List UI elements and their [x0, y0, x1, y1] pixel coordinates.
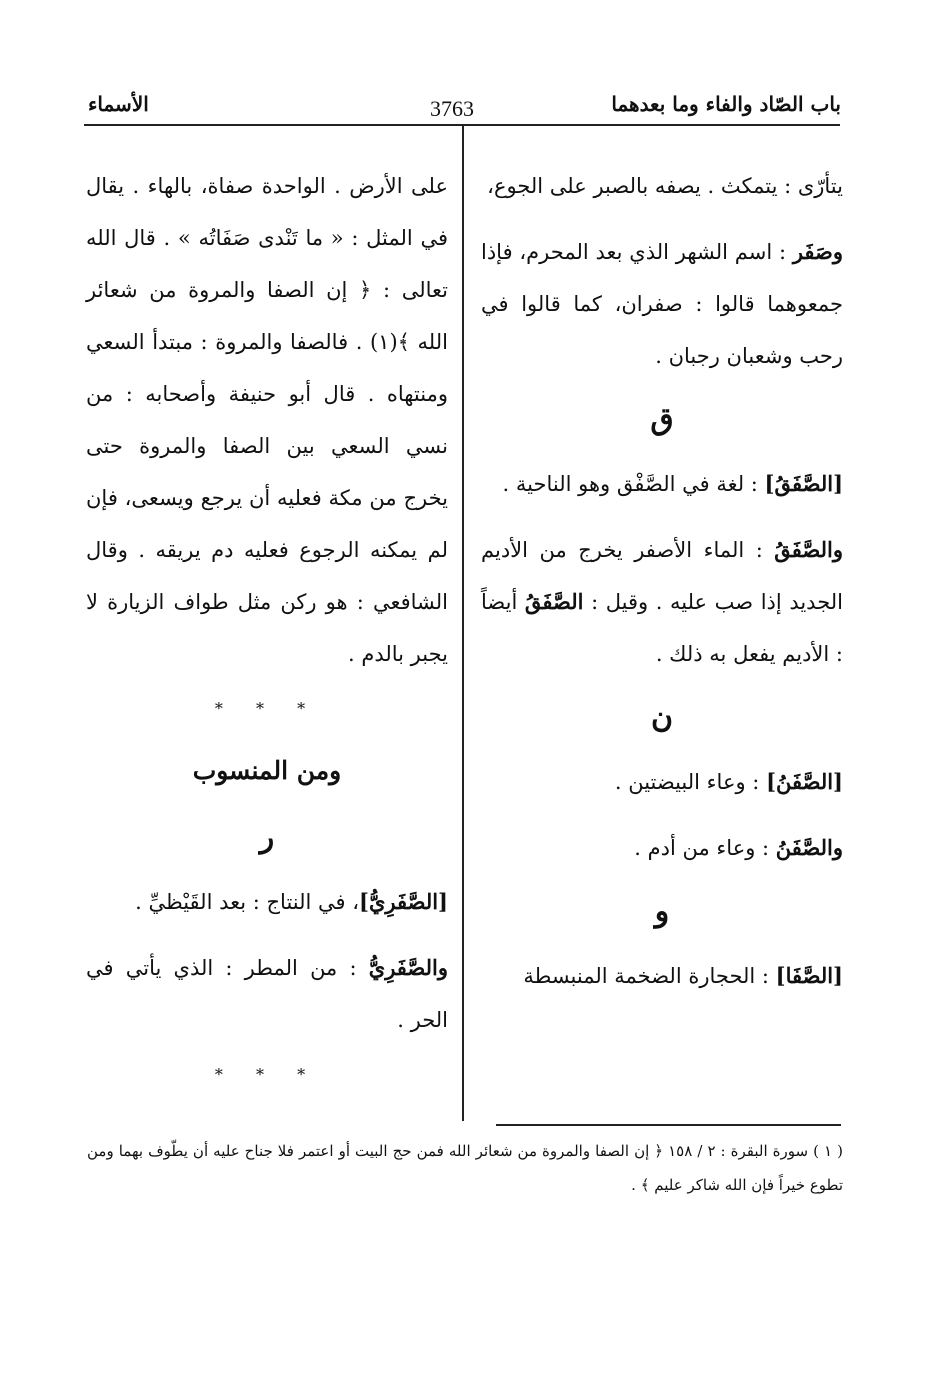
entry-paragraph	[481, 950, 843, 1002]
headword: والصَّفَقُ	[774, 537, 843, 562]
section-heading: ومن المنسوب	[192, 756, 342, 785]
headword: [الصَّفَرِيُّ]	[359, 889, 448, 914]
letter-heading: ق	[650, 402, 674, 437]
entry-paragraph	[481, 524, 843, 680]
entry-paragraph	[481, 756, 843, 808]
headword: والصَّفَرِيُّ	[368, 955, 448, 980]
definition-text: على الأرض . الواحدة صفاة، بالهاء . يقال في المثل : « ما تَنْدى صَفَاتُه » . قال الله تعالى : ﴿ إن الصفا والمروة من شعائر الله ﴾(١) . فالصفا والمروة : مبتدأ السعي ومنتهاه . قال أبو حنيفة وأصحابه : من نسي السعي بين الصفا والمروة حتى يخرج من مكة فعليه أن يرجع ويسعى، فإن لم يمكنه الرجوع فعليه دم يريقه . وقال الشافعي : هو ركن مثل طواف الزيارة لا يجبر بالدم .	[86, 174, 448, 666]
letter-heading: ر	[259, 820, 275, 855]
definition-text: أيضاً : الأديم يفعل به ذلك .	[481, 590, 843, 666]
definition-text: : وعاء من أدم .	[634, 836, 776, 860]
definition-text: : الحجارة الضخمة المنبسطة	[523, 964, 776, 988]
headword: [الصَّفَا]	[775, 963, 843, 988]
entry-paragraph	[86, 942, 448, 1046]
footnote-rule	[496, 1124, 841, 1126]
definition-text: ، في النتاج : بعد القَيْظيِّ .	[135, 890, 360, 914]
entry-paragraph	[86, 160, 448, 680]
letter-heading: و	[654, 894, 670, 929]
definition-text: : اسم الشهر الذي بعد المحرم، فإذا جمعوهما قالوا : صفران، كما قالوا في رحب وشعبان رجبان .	[481, 240, 843, 368]
headword: الصَّفَقُ	[524, 589, 584, 614]
page-number: 3763	[430, 96, 474, 121]
entry-paragraph	[481, 160, 843, 212]
column-divider	[462, 126, 464, 1121]
headword: وصَفَر	[792, 239, 843, 264]
entry-paragraph	[481, 822, 843, 874]
left-column	[86, 160, 448, 1104]
headword: [الصَّفَنُ]	[766, 769, 843, 794]
headword: والصَّفَنُ	[775, 835, 843, 860]
definition-text: يتأرّى : يتمكث . يصفه بالصبر على الجوع،	[487, 174, 843, 198]
definition-text: : من المطر : الذي يأتي في الحر .	[86, 956, 448, 1032]
section-separator: * * *	[214, 1065, 320, 1084]
entry-paragraph	[481, 458, 843, 510]
entry-paragraph	[481, 226, 843, 382]
definition-text: : لغة في الصَّفْق وهو الناحية .	[502, 472, 765, 496]
section-separator: * * *	[214, 699, 320, 718]
footnote: ( ١ ) سورة البقرة : ٢ / ١٥٨ ﴿ إن الصفا والمروة من شعائر الله فمن حج البيت أو اعتمر فلا جناح عليه أن يطّوف بهما ومن تطوع خيراً فإن الله شاكر عليم ﴾ .	[87, 1142, 843, 1194]
headword: [الصَّفَقُ]	[764, 471, 843, 496]
definition-text: : الماء الأصفر يخرج من الأديم الجديد إذا صب عليه . وقيل :	[481, 538, 843, 614]
letter-heading: ن	[650, 700, 674, 735]
running-title-left: الأسماء	[88, 92, 149, 116]
running-title-right: باب الصّاد والفاء وما بعدهما	[611, 92, 841, 116]
entry-paragraph	[86, 876, 448, 928]
definition-text: : وعاء البيضتين .	[614, 770, 767, 794]
right-column	[481, 160, 843, 1002]
